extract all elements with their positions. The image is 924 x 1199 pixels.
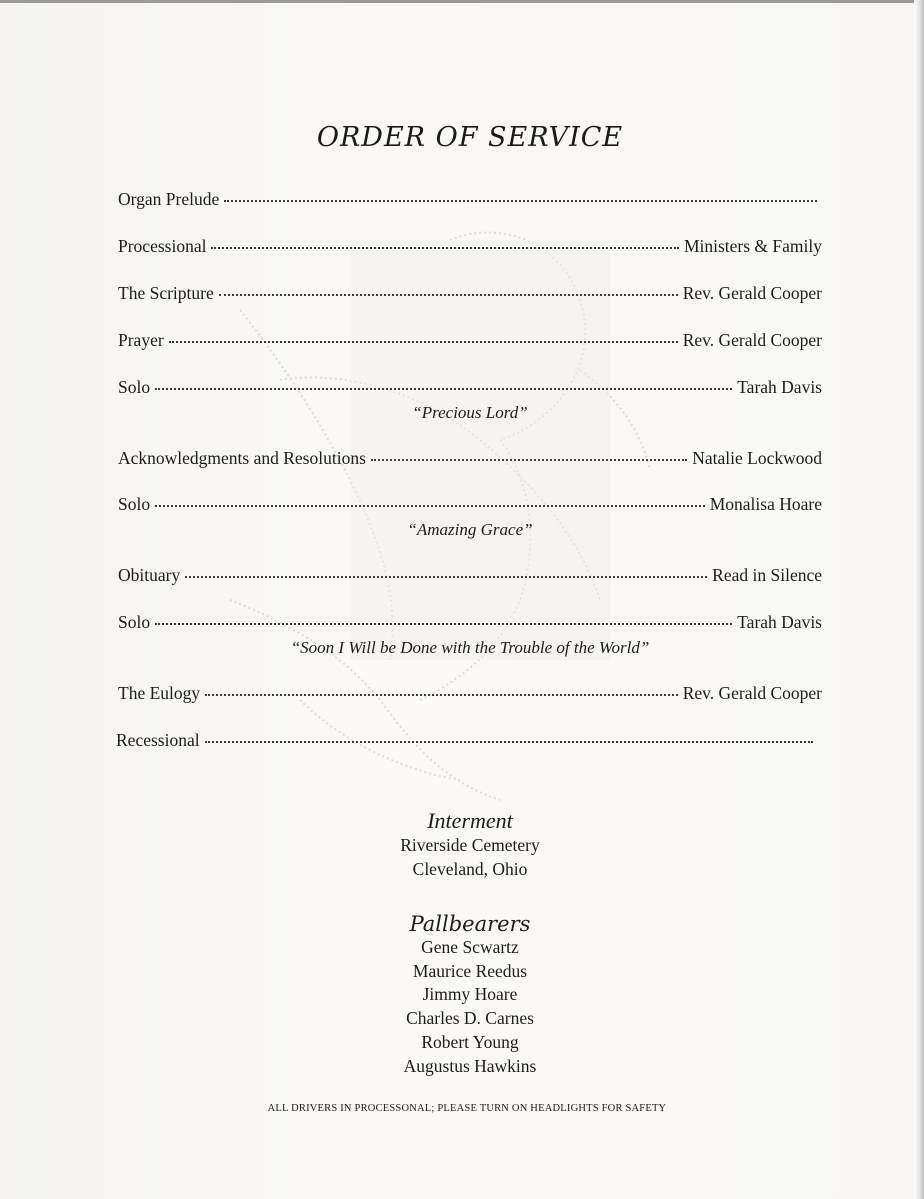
page-top-edge: [0, 0, 924, 3]
program-item: The Eulogy: [118, 683, 201, 703]
program-row-recessional: [116, 730, 818, 754]
dot-leader: [224, 200, 817, 202]
program-item: The Scripture: [118, 283, 214, 303]
pallbearer-name: Augustus Hawkins: [403, 1055, 537, 1076]
dot-leader: [169, 341, 678, 343]
pallbearer-name: Robert Young: [421, 1031, 519, 1052]
interment-heading: Interment: [427, 808, 513, 833]
program-row-processional: [118, 236, 822, 260]
program-row-solo-3: [118, 612, 822, 636]
program-item: Solo: [118, 612, 151, 632]
program-row-scripture: [118, 283, 822, 307]
program-row-obituary: [118, 565, 822, 589]
dot-leader: [205, 741, 813, 743]
interment-place: Riverside Cemetery: [400, 835, 540, 855]
song-title: “Precious Lord”: [412, 403, 528, 422]
dot-leader: [371, 459, 687, 461]
dot-leader: [205, 694, 678, 696]
dot-leader: [211, 247, 678, 249]
pallbearer-name: Jimmy Hoare: [422, 984, 518, 1005]
dot-leader: [155, 623, 732, 625]
program-person: Rev. Gerald Cooper: [682, 683, 822, 703]
program-row-acknowledgments: [118, 448, 822, 472]
page-title: ORDER OF SERVICE: [316, 122, 624, 153]
dot-leader: [219, 294, 678, 296]
song-title: “Amazing Grace”: [407, 520, 533, 539]
program-item: Obituary: [118, 565, 181, 585]
program-row-eulogy: [118, 683, 822, 707]
interment-section: [0, 808, 924, 881]
program-row-prayer: [118, 330, 822, 354]
program-item: Recessional: [116, 730, 200, 750]
dot-leader: [185, 576, 707, 578]
program-row-solo-1: [118, 377, 822, 401]
pallbearers-section: [0, 912, 924, 1078]
program-person: Natalie Lockwood: [692, 448, 822, 468]
pallbearer-name: Maurice Reedus: [412, 960, 528, 981]
program-row-organ-prelude: [118, 189, 822, 213]
program-person: Tarah Davis: [737, 612, 822, 632]
program-item: Solo: [118, 494, 151, 514]
pallbearer-name: Charles D. Carnes: [406, 1008, 534, 1029]
dot-leader: [155, 388, 732, 390]
program-person: Read in Silence: [712, 565, 822, 585]
program-item: Solo: [118, 377, 151, 397]
program-person: Rev. Gerald Cooper: [682, 283, 822, 303]
program-item: Prayer: [118, 330, 164, 350]
pallbearer-name: Gene Scwartz: [421, 937, 519, 957]
song-title: “Soon I Will be Done with the Trouble of the World”: [290, 638, 650, 657]
dot-leader: [155, 505, 705, 507]
program-person: Rev. Gerald Cooper: [682, 330, 822, 350]
program-item: Organ Prelude: [118, 189, 220, 209]
driver-notice: ALL DRIVERS IN PROCESSONAL; PLEASE TURN ON HEADLIGHTS FOR SAFETY: [267, 1103, 667, 1114]
program-person: Monalisa Hoare: [709, 494, 822, 514]
program-row-solo-2: [118, 494, 822, 518]
program-item: Acknowledgments and Resolutions: [118, 448, 366, 468]
program-person: Ministers & Family: [683, 236, 822, 256]
interment-city: Cleveland, Ohio: [412, 858, 528, 879]
program-item: Processional: [118, 236, 207, 256]
pallbearers-heading: Pallbearers: [409, 912, 531, 936]
program-person: Tarah Davis: [737, 377, 822, 397]
